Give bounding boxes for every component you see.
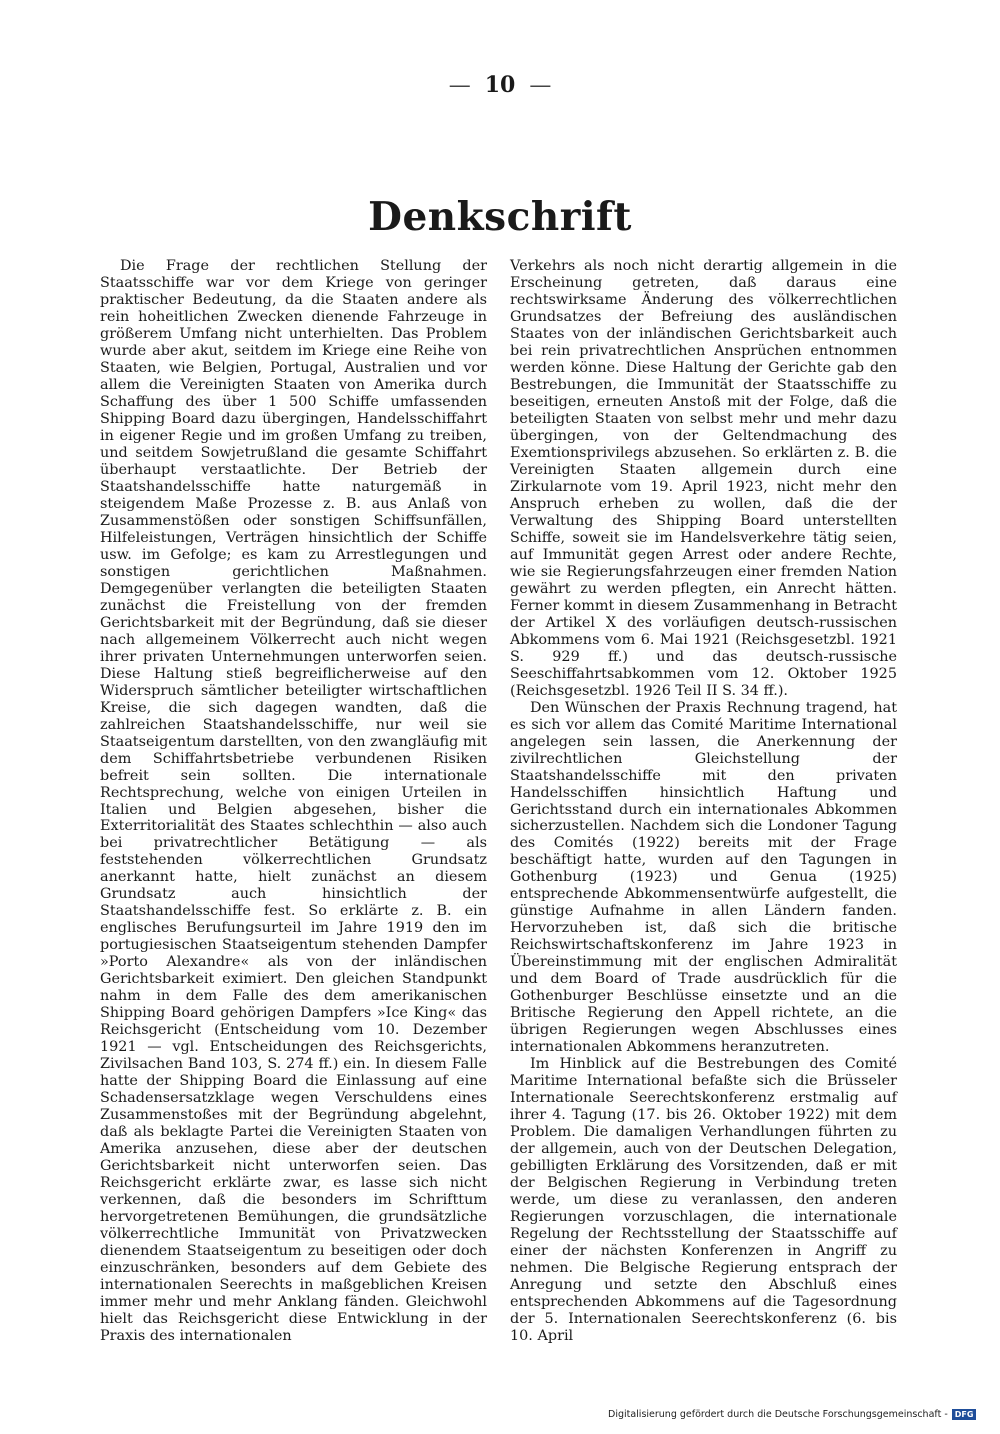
sentence: Den gleichen Standpunkt nahm in dem Falle des dem amerikanischen Shipping Board gehörigen Dampfers »Ice King« das Reichsgericht (Entscheidung vom 10. Dezember 1921 — vgl. Entscheidungen des Reichsgerichts, Zivilsachen Band 103, S. 274 ff.) ein. [100,971,488,1073]
paragraph-continued [510,258,897,700]
sentence: Verkehrs als noch nicht derartig allgemein in die Erscheinung getreten, daß daraus eine rechtswirksame Änderung des völkerrechtlichen Grundsatzes der Befreiung des ausländischen Staates von der inländischen Gerichtsbarkeit auch bei rein privatrechtlichen Ansprüchen entnommen werden könne. [510,258,897,376]
sentence: Hervorzuheben ist, daß sich die britische Reichswirtschaftskonferenz im Jahre 1923 in Übereinstimmung mit der englischen Admiralität und dem Board of Trade ausdrücklich für die Gothenburger Beschlüsse einsetzte und an die Britische Regierung den Appell richtete, an die übrigen Regierungen wegen Abschlusses eines internationalen Abkommens heranzutreten. [510,920,897,1056]
page-number-value: 10 [484,72,516,98]
paragraph [510,700,897,1057]
sentence: So erklärten z. B. die Vereinigten Staaten allgemein durch eine Zirkularnote vom 19. April 1923, nicht mehr den Anspruch erheben zu wollen, daß die der Verwaltung des Shipping Board unterstellten Schiffe, soweit sie im Handelsverkehre tätig seien, auf Immunität gegen Arrest oder andere Rechte, wie sie Regierungsfahrzeugen einer fremden Nation gewährt zu werden pflegten, ein Anrecht hätten. [510,444,898,597]
document-title: Denkschrift [368,194,632,240]
paragraph [100,258,487,1345]
sentence: Nachdem sich die Londoner Tagung des Comités (1922) bereits mit der Frage beschäftigt hatte, wurden auf den Tagungen in Gothenburg (1923) und Genua (1925) entsprechende Abkommensentwürfe aufgestellt, die günstige Aufnahme in allen Ländern fanden. [510,818,897,920]
sentence: So erklärte z. B. ein englisches Berufungsurteil im Jahre 1919 den im portugiesischen Staatseigentum stehenden Dampfer »Porto Alexandre« als von der inländischen Gerichtsbarkeit eximiert. [100,903,487,988]
sentence: Diese Haltung stieß begreiflicherweise auf den Widerspruch sämtlicher beteiligter wirtschaftlichen Kreise, die sich dagegen wandten, daß die zahlreichen Staatshandelsschiffe, nur weil sie Staatseigentum darstellten, von den zwangläufig mit dem Schiffahrtsbetriebe verbundenen Risiken befreit sein sollten. [100,665,487,784]
digitization-footer [608,1409,976,1420]
sentence: Diese Haltung der Gerichte gab den Bestrebungen, die Immunität der Staatsschiffe zu beseitigen, erneuten Anstoß mit der Folge, daß die beteiligten Staaten von selbst mehr und mehr dazu übergingen, von der Geltendmachung des Exemtionsprivilegs abzusehen. [510,359,898,461]
right-column [510,258,898,1345]
sentence: Das Problem wurde aber akut, seitdem im Kriege eine Reihe von Staaten, wie Belgien, Portugal, Australien und vor allem die Vereinigten Staaten von Amerika durch Schaffung des über 1 500 Schiffe umfassenden Shipping Board dazu übergingen, Handelsschiffahrt in eigener Regie und im großen Umfang zu treiben, und seitdem Sowjetrußland die gesamte Schiffahrt überhaupt verstaatlichte. [100,325,488,478]
dfg-logo-badge: DFG [952,1409,977,1420]
sentence: Die Frage der rechtlichen Stellung der Staatsschiffe war vor dem Kriege von geringer praktischer Bedeutung, da die Staaten andere als rein hoheitlichen Zwecken dienende Fahrzeuge in größerem Umfang nicht unterhielten. [100,258,487,342]
sentence: Den Wünschen der Praxis Rechnung tragend, hat es sich vor allem das Comité Maritime International angelegen sein lassen, die Anerkennung der zivilrechtlichen Gleichstellung der Staatshandelsschiffe mit den privaten Handelsschiffen hinsichtlich Haftung und Gerichtsstand durch ein internationales Abkommen sicherzustellen. [510,699,897,835]
page-number-dash-left: — [448,73,471,98]
paragraph [510,1056,897,1345]
sentence: Die damaligen Verhandlungen führten zu der allgemein, auch von der Deutschen Delegation, gebilligten Erklärung des Vorsitzenden, daß er mit der Belgischen Regierung in Verbindung treten werde, um diese zu veranlassen, den anderen Regierungen vorzuschlagen, die internationale Regelung der Rechtsstellung der Staatsschiffe auf einer der nächsten Konferenzen in Angriff zu nehmen. [510,1124,897,1277]
sentence: Gleichwohl hielt das Reichsgericht diese Entwicklung in der Praxis des internationalen [100,1294,487,1345]
sentence: Die internationale Rechtsprechung, welche von einigen Urteilen in Italien und Belgien abgesehen, bisher die Exterritorialität des Staates schlechthin — also auch bei privatrechtlicher Betätigung — als feststehenden völkerrechtlichen Grundsatz anerkannt hatte, hielt zunächst an diesem Grundsatz auch hinsichtlich der Staatshandelsschiffe fest. [100,767,487,920]
sentence: Demgegenüber verlangten die beteiligten Staaten zunächst die Freistellung von der fremden Gerichtsbarkeit mit der Begründung, daß sie dieser nach allgemeinem Völkerrecht auch nicht wegen ihrer privaten Unternehmungen unterworfen seien. [100,580,487,665]
page-number [0,72,1000,98]
sentence: Die Belgische Regierung entsprach der Anregung und setzte den Abschluß eines entsprechenden Abkommens auf die Tagesordnung der 5. Internationalen Seerechtskonferenz (6. bis 10. April [510,1260,897,1345]
sentence: In diesem Falle hatte der Shipping Board die Einlassung auf eine Schadensersatzklage wegen Verschuldens eines Zusammenstoßes mit der Begründung abgelehnt, daß als beklagte Partei die Vereinigten Staaten von Amerika anzusehen, diese aber der deutschen Gerichtsbarkeit nicht unterworfen seien. [100,1056,488,1175]
sentence: Der Betrieb der Staatshandelsschiffe hatte naturgemäß in steigendem Maße Prozesse z. B. aus Anlaß von Zusammenstößen oder sonstigen Schiffsunfällen, Hilfeleistungen, Verträgen hinsichtlich der Schiffe usw. im Gefolge; es kam zu Arrestlegungen und sonstigen gerichtlichen Maßnahmen. [100,461,488,580]
sentence: Im Hinblick auf die Bestrebungen des Comité Maritime International befaßte sich die Brüsseler Internationale Seerechtskonferenz erstmalig auf ihrer 4. Tagung (17. bis 26. Oktober 1922) mit dem Problem. [510,1056,897,1141]
sentence: Ferner kommt in diesem Zusammenhang in Betracht der Artikel X des vorläufigen deutsch-russischen Abkommens vom 6. Mai 1921 (Reichsgesetzbl. 1921 S. 929 ff.) und das deutsch-russische Seeschiffahrtsabkommen vom 12. Oktober 1925 (Reichsgesetzbl. 1926 Teil II S. 34 ff.). [510,597,897,699]
sentence: Das Reichsgericht erklärte zwar, es lasse sich nicht verkennen, daß die besonders im Schrifttum hervorgetretenen Bemühungen, die grundsätzliche völkerrechtliche Immunität von Privatzwecken dienendem Staatseigentum zu beseitigen oder doch einzuschränken, besonders auf dem Gebiete des internationalen Seerechts in maßgeblichen Kreisen immer mehr und mehr Anklang fänden. [100,1158,487,1311]
page-number-dash-right: — [529,73,552,98]
footer-text: Digitalisierung gefördert durch die Deutsche Forschungsgemeinschaft - [608,1409,948,1420]
left-column [100,258,488,1345]
